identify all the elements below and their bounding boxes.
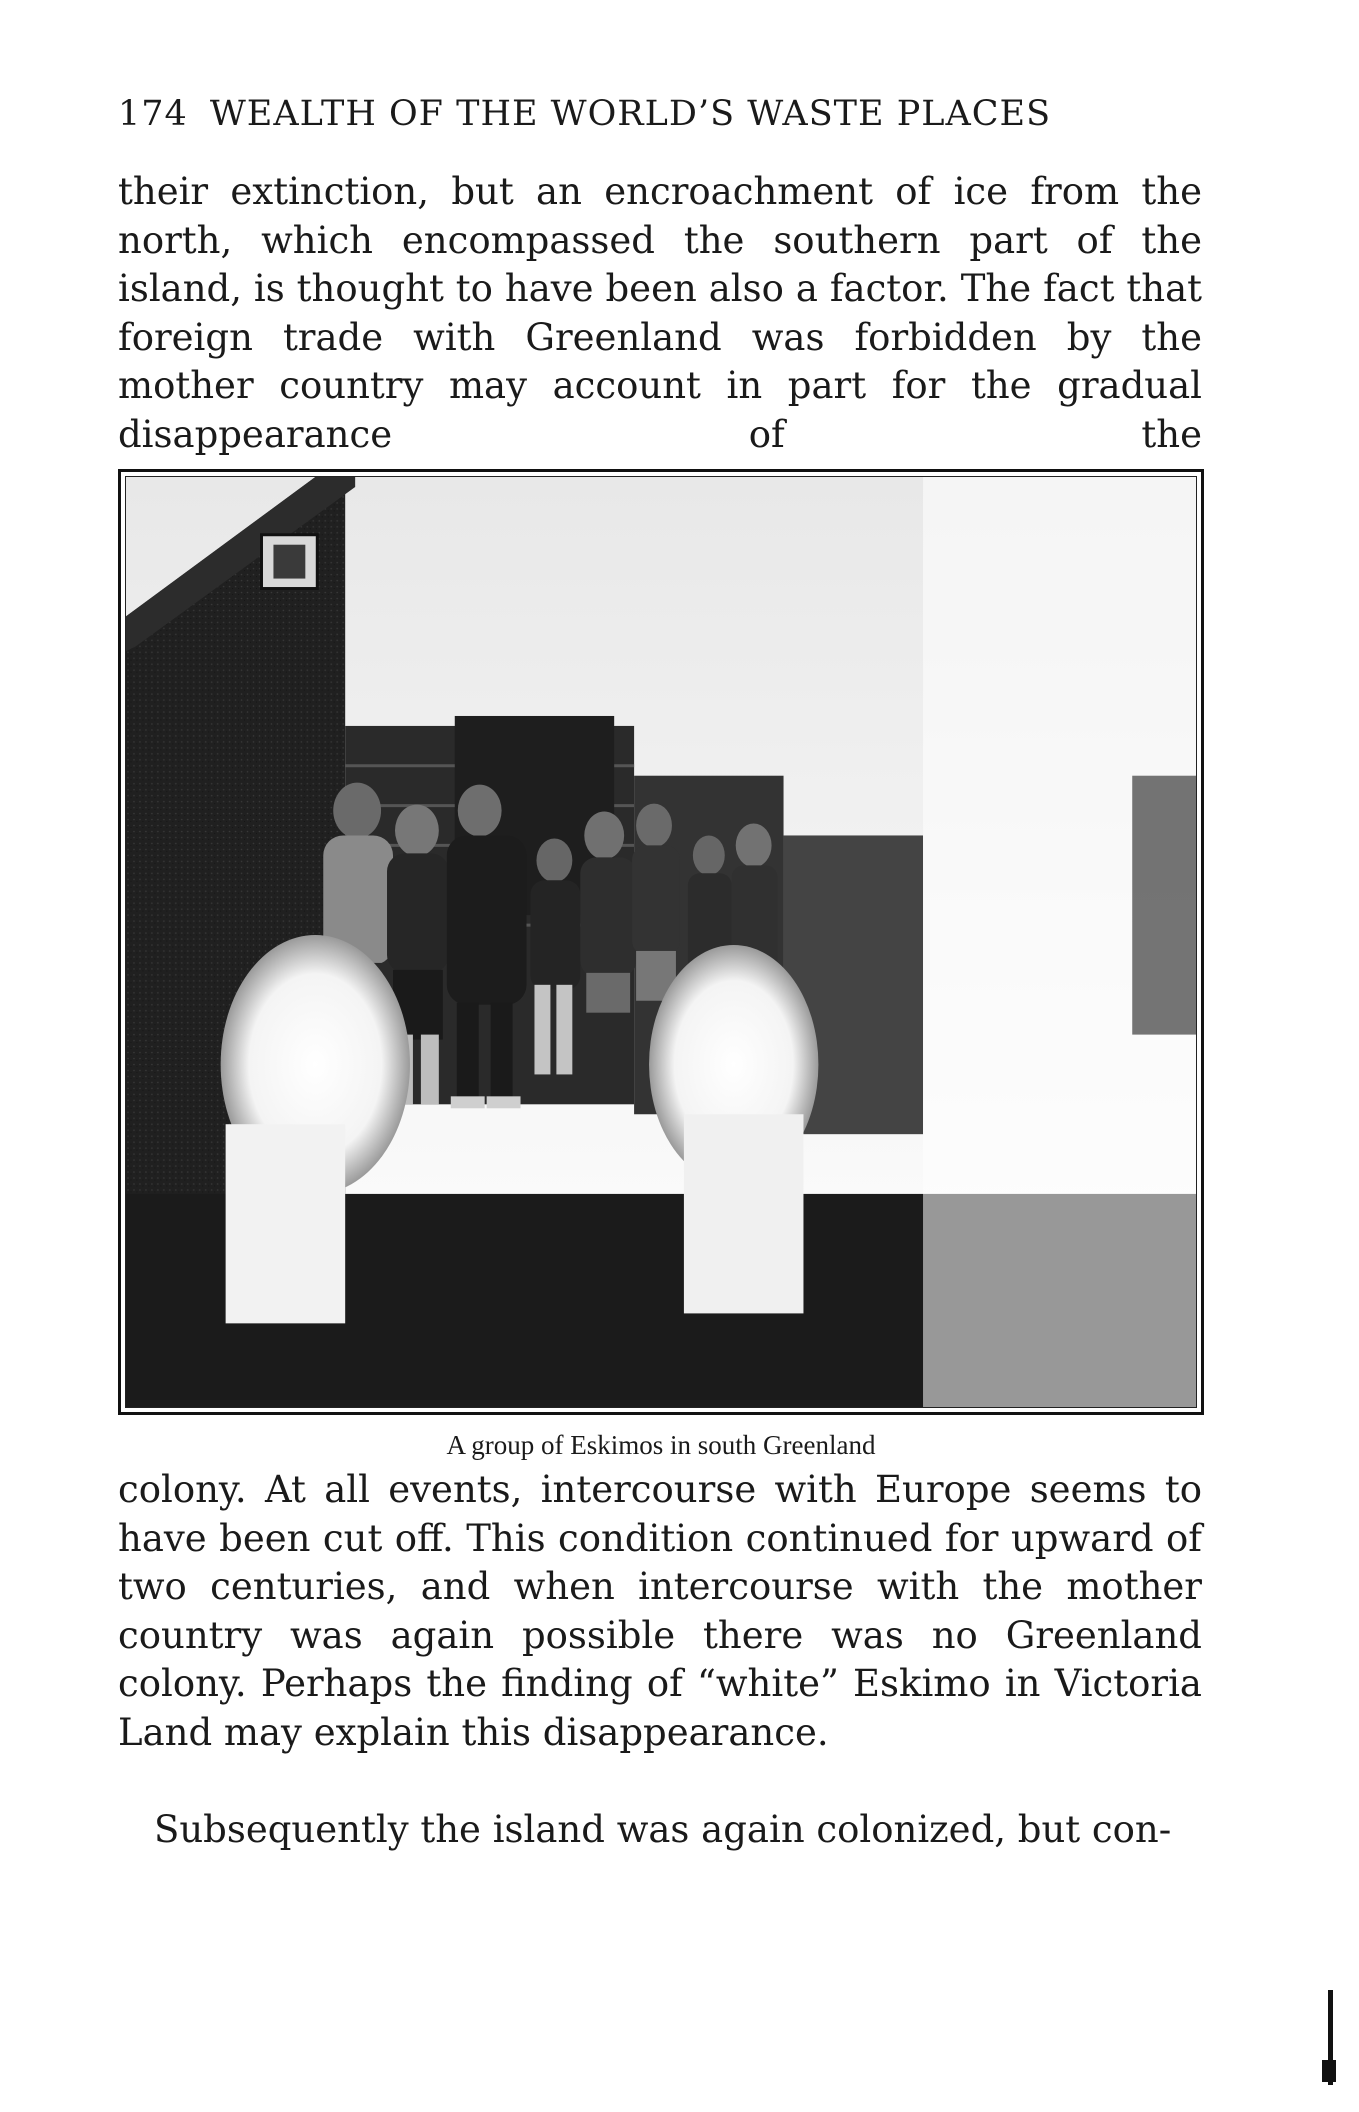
window-pane bbox=[273, 545, 305, 579]
figure-caption: A group of Eskimos in south Greenland bbox=[446, 1430, 876, 1460]
page-number: 174 bbox=[118, 94, 188, 134]
running-header bbox=[118, 90, 1051, 138]
snow-block-left bbox=[226, 1124, 346, 1323]
post-right bbox=[1132, 776, 1196, 1035]
snow-block-right bbox=[684, 1114, 804, 1313]
scan-edge-blot bbox=[1322, 2060, 1336, 2082]
paragraph-bottom: Subsequently the island was again colonized, but con- bbox=[154, 1808, 1172, 1851]
running-title: WEALTH OF THE WORLD’S WASTE PLACES bbox=[209, 94, 1052, 134]
eskimo-group-photo bbox=[125, 476, 1197, 1408]
paragraph-top: their extinction, but an encroachment of ice from the north, which encompassed the southern part of the island, is thought to have been also a factor. The fact that foreign trade with Greenland was forbidden by the mother country may account in part for the gradual disappearance of the bbox=[118, 170, 1202, 456]
photograph-frame bbox=[118, 469, 1204, 1415]
paragraph-middle: colony. At all events, intercourse with Europe seems to have been cut off. This condition continued for upward of two centuries, and when intercourse with the mother country was again possible there was no Greenland colony. Perhaps the finding of “white” Eskimo in Victoria Land may explain this disappearance. bbox=[118, 1468, 1202, 1754]
